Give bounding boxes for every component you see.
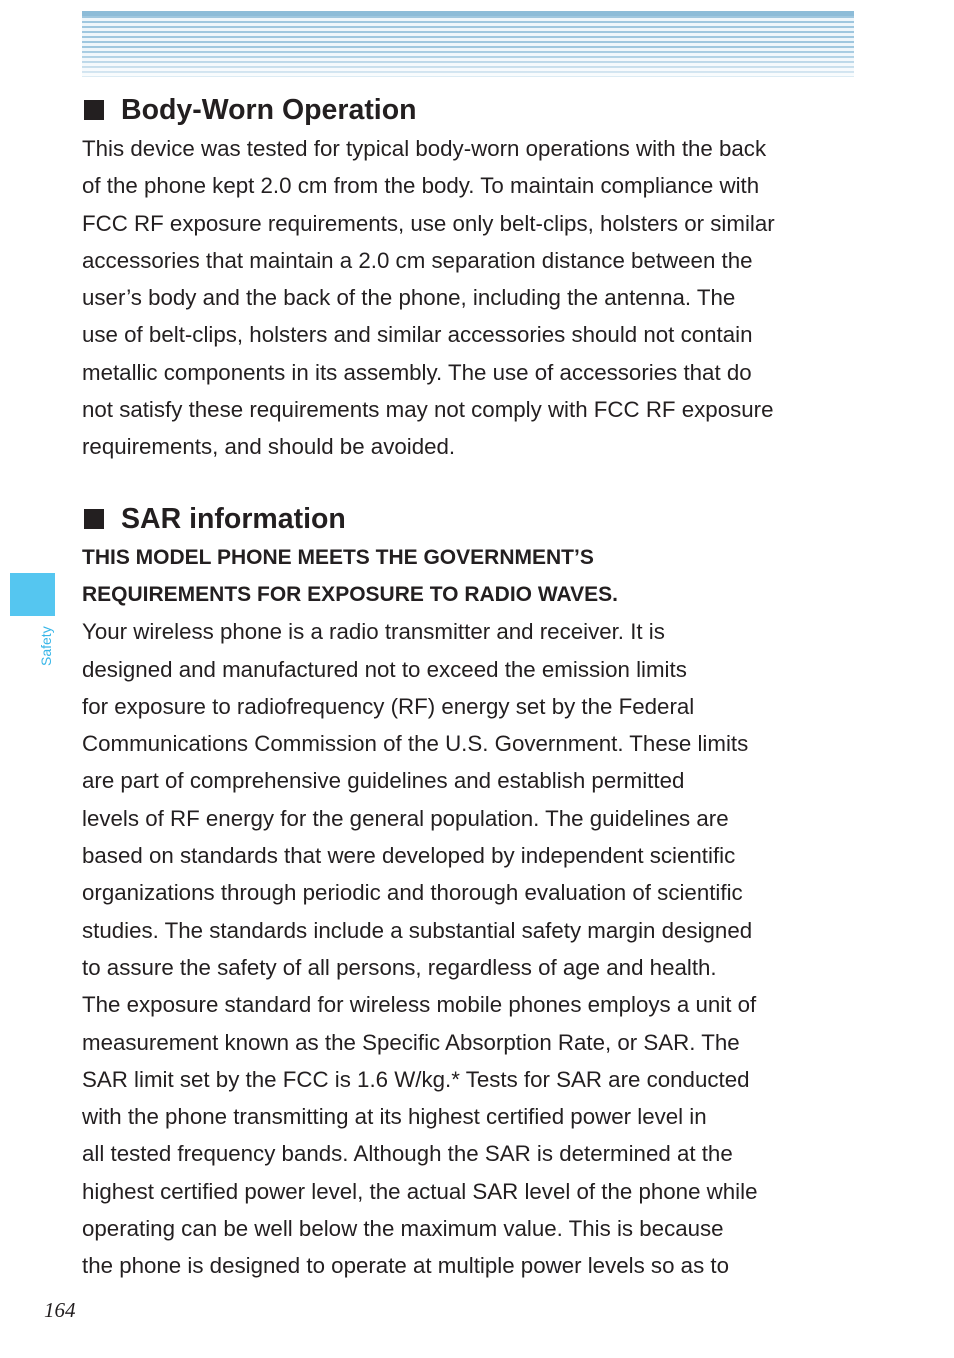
text-line: organizations through periodic and thorough evaluation of scientific xyxy=(82,880,743,906)
text-line: user’s body and the back of the phone, including the antenna. The xyxy=(82,285,736,311)
text-line: This device was tested for typical body-worn operations with the back xyxy=(82,136,767,161)
text-line: of the phone kept 2.0 cm from the body. To maintain compliance with xyxy=(82,173,760,199)
section-heading-text: SAR information xyxy=(121,502,346,535)
text-line: SAR limit set by the FCC is 1.6 W/kg.* Tests for SAR are conducted xyxy=(82,1066,750,1092)
text-line: to assure the safety of all persons, regardless of age and health. xyxy=(82,954,717,980)
sar-caps-statement xyxy=(82,539,862,614)
side-label-safety: Safety xyxy=(38,626,54,666)
section-heading-text: Body-Worn Operation xyxy=(121,94,417,126)
square-bullet-icon xyxy=(84,100,104,120)
caps-line: THIS MODEL PHONE MEETS THE GOVERNMENT’S xyxy=(82,545,594,569)
header-band-top-line xyxy=(82,11,854,16)
page-number: 164 xyxy=(44,1298,76,1322)
text-line: all tested frequency bands. Although the SAR is determined at the xyxy=(82,1141,733,1167)
header-band-fade xyxy=(82,47,854,77)
section-heading-body-worn xyxy=(82,90,862,130)
sar-paragraph xyxy=(82,613,862,1284)
text-line: for exposure to radiofrequency (RF) energy set by the Federal xyxy=(82,693,695,719)
text-line: requirements, and should be avoided. xyxy=(82,434,456,460)
text-line: designed and manufactured not to exceed the emission limits xyxy=(82,656,687,682)
text-line: are part of comprehensive guidelines and establish permitted xyxy=(82,768,685,794)
side-tab-marker xyxy=(10,573,55,616)
page-content xyxy=(82,90,862,1285)
header-band xyxy=(82,11,854,77)
text-line: levels of RF energy for the general population. The guidelines are xyxy=(82,805,729,831)
body-worn-paragraph xyxy=(82,130,862,466)
text-line: highest certified power level, the actual SAR level of the phone while xyxy=(82,1178,758,1204)
text-line: The exposure standard for wireless mobile phones employs a unit of xyxy=(82,992,757,1018)
text-line: Communications Commission of the U.S. Government. These limits xyxy=(82,731,749,757)
text-line: with the phone transmitting at its highest certified power level in xyxy=(82,1104,707,1130)
text-line: the phone is designed to operate at multiple power levels so as to xyxy=(82,1253,730,1279)
section-heading-sar xyxy=(82,499,862,539)
text-line: metallic components in its assembly. The use of accessories that do xyxy=(82,359,752,385)
text-line: accessories that maintain a 2.0 cm separation distance between the xyxy=(82,247,753,273)
text-line: use of belt-clips, holsters and similar accessories should not contain xyxy=(82,322,753,348)
text-line: operating can be well below the maximum value. This is because xyxy=(82,1216,724,1242)
text-line: Your wireless phone is a radio transmitter and receiver. It is xyxy=(82,619,665,645)
section-gap xyxy=(82,466,862,499)
text-line: FCC RF exposure requirements, use only belt-clips, holsters or similar xyxy=(82,210,775,236)
caps-line: REQUIREMENTS FOR EXPOSURE TO RADIO WAVES. xyxy=(82,582,618,606)
text-line: based on standards that were developed by independent scientific xyxy=(82,843,736,869)
square-bullet-icon xyxy=(84,509,104,529)
text-line: studies. The standards include a substantial safety margin designed xyxy=(82,917,753,943)
text-line: measurement known as the Specific Absorption Rate, or SAR. The xyxy=(82,1029,740,1055)
text-line: not satisfy these requirements may not comply with FCC RF exposure xyxy=(82,397,774,423)
